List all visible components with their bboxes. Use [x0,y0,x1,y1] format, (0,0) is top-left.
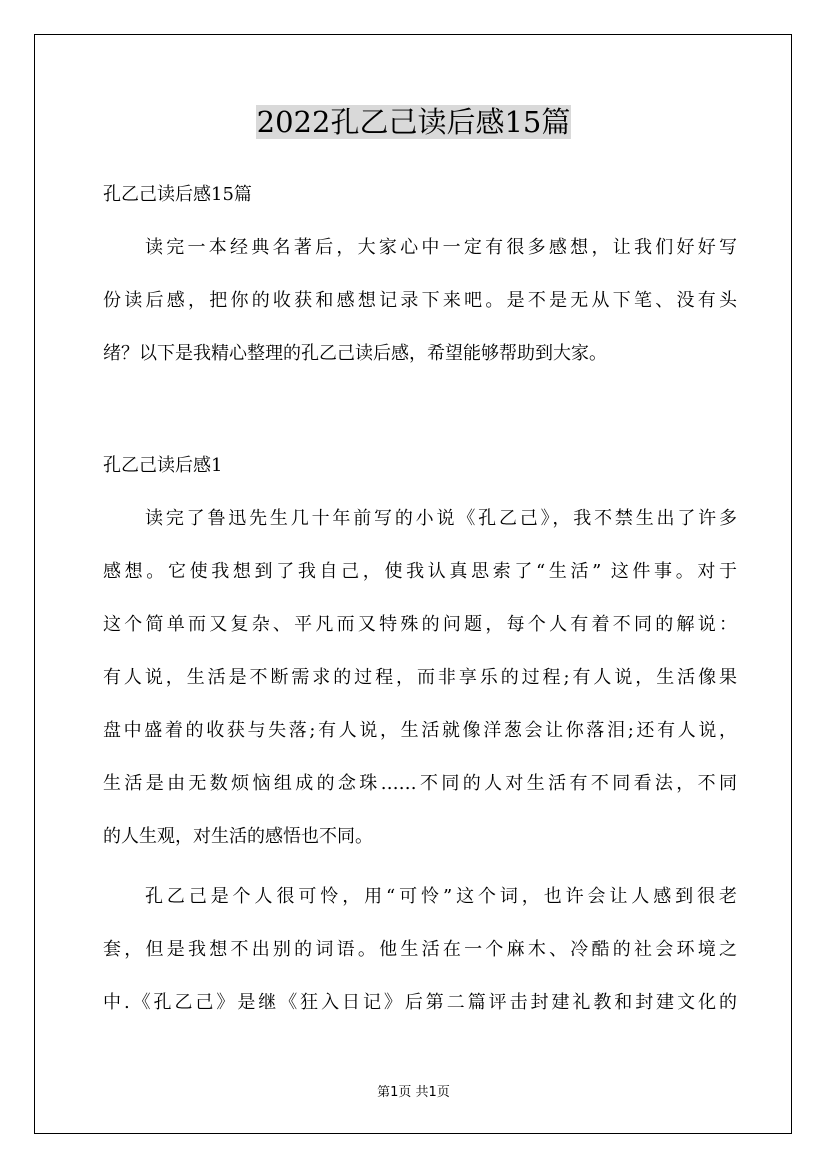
intro-line-3: 绪？以下是我精心整理的孔乙己读后感，希望能够帮助到大家。 [103,343,607,364]
page-footer: 第1页 共1页 [377,1085,450,1100]
para1-line-4: 有人说，生活是不断需求的过程，而非享乐的过程;有人说，生活像果 [103,667,737,688]
para1-line-7: 的人生观，对生活的感悟也不同。 [103,826,373,847]
para2-line-2: 套，但是我想不出别的词语。他生活在一个麻木、冷酷的社会环境之 [103,939,737,960]
para1-line-5: 盘中盛着的收获与失落;有人说，生活就像洋葱会让你落泪;还有人说， [103,720,737,741]
para1-line-1: 读完了鲁迅先生几十年前写的小说《孔乙己》，我不禁生出了许多 [145,508,737,529]
para1-line-6: 生活是由无数烦恼组成的念珠……不同的人对生活有不同看法，不同 [103,773,737,794]
document-title [0,103,827,141]
para1-line-3: 这个简单而又复杂、平凡而又特殊的问题，每个人有着不同的解说： [103,614,737,635]
para2-line-3: 中.《孔乙己》是继《狂入日记》后第二篇评击封建礼教和封建文化的 [103,992,737,1013]
document-title-text: 2022孔乙己读后感15篇 [256,105,571,139]
para1-line-2: 感想。它使我想到了我自己，使我认真思索了“生活” 这件事。对于 [103,561,737,582]
para2-line-1: 孔乙己是个人很可怜，用“可怜”这个词，也许会让人感到很老 [145,886,737,907]
intro-line-1: 读完一本经典名著后，大家心中一定有很多感想，让我们好好写 [145,237,737,258]
intro-line-2: 份读后感，把你的收获和感想记录下来吧。是不是无从下笔、没有头 [103,290,737,311]
section-heading: 孔乙己读后感1 [103,455,223,476]
document-subtitle: 孔乙己读后感15篇 [103,184,252,205]
